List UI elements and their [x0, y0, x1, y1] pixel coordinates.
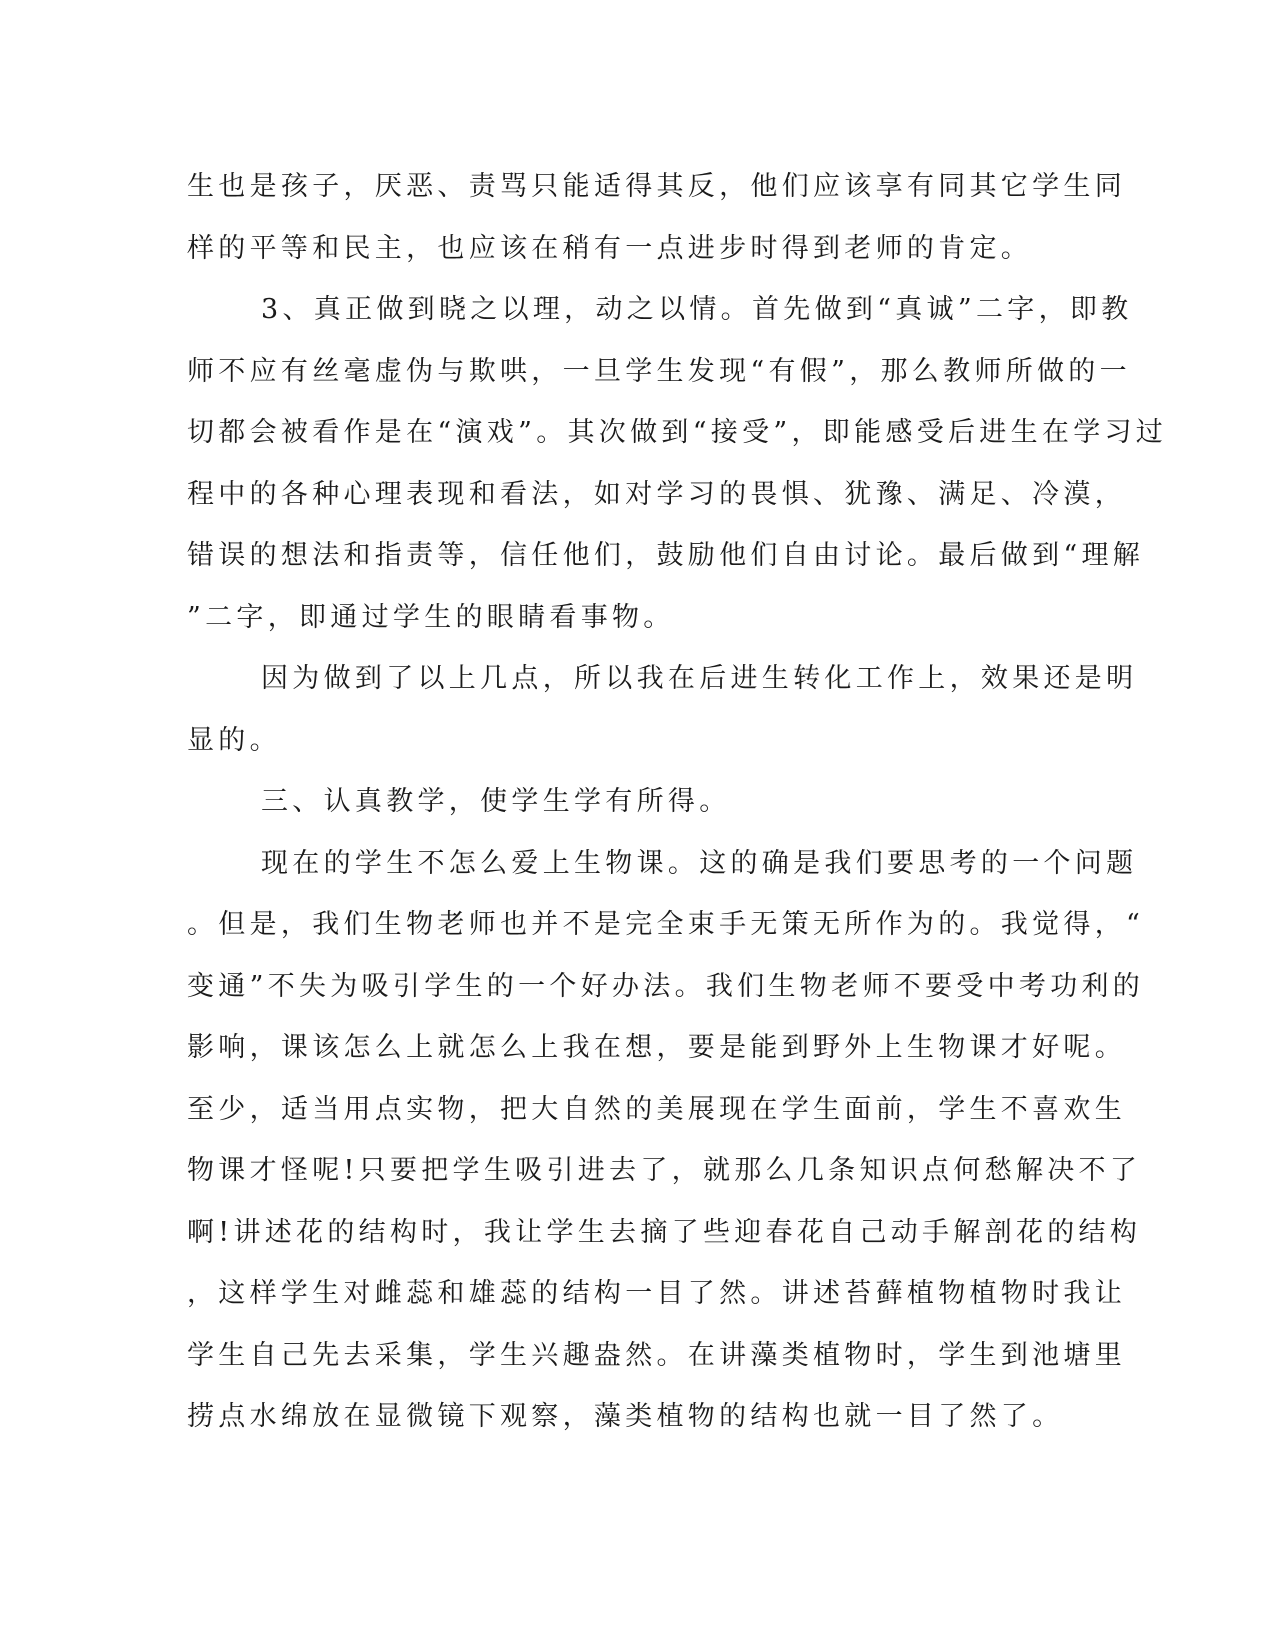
document-body	[187, 156, 1168, 1448]
text-line: 切都会被看作是在“演戏”。其次做到“接受”，即能感受后进生在学习过	[187, 417, 1168, 448]
text-line: 变通”不失为吸引学生的一个好办法。我们生物老师不要受中考功利的	[187, 970, 1145, 1002]
text-line: 学生自己先去采集，学生兴趣盎然。在讲藻类植物时，学生到池塘里	[187, 1339, 1126, 1371]
text-line: 物课才怪呢!只要把学生吸引进去了，就那么几条知识点何愁解决不了	[187, 1155, 1142, 1186]
text-line: 生也是孩子，厌恶、责骂只能适得其反，他们应该享有同其它学生同	[187, 171, 1126, 202]
text-line: 啊!讲述花的结构时，我让学生去摘了些迎春花自己动手解剖花的结构	[187, 1216, 1142, 1248]
text-line: 至少，适当用点实物，把大自然的美展现在学生面前，学生不喜欢生	[187, 1093, 1126, 1125]
text-line: 影响，课该怎么上就怎么上我在想，要是能到野外上生物课才好呢。	[187, 1032, 1126, 1063]
text-line: 现在的学生不怎么爱上生物课。这的确是我们要思考的一个问题	[261, 847, 1138, 879]
text-line: 因为做到了以上几点，所以我在后进生转化工作上，效果还是明	[261, 663, 1138, 694]
text-line: 显的。	[187, 724, 281, 756]
text-line: ，这样学生对雌蕊和雄蕊的结构一目了然。讲述苔藓植物植物时我让	[187, 1278, 1126, 1309]
text-line: 。但是，我们生物老师也并不是完全束手无策无所作为的。我觉得，“	[187, 909, 1145, 940]
text-line: 错误的想法和指责等，信任他们，鼓励他们自由讨论。最后做到“理解	[187, 540, 1145, 571]
text-line: 师不应有丝毫虚伪与欺哄，一旦学生发现“有假”，那么教师所做的一	[187, 355, 1131, 387]
text-line: ”二字，即通过学生的眼睛看事物。	[187, 601, 675, 633]
text-line: 样的平等和民主，也应该在稍有一点进步时得到老师的肯定。	[187, 232, 1033, 264]
text-line: 3、真正做到晓之以理，动之以情。首先做到“真诚”二字，即教	[261, 294, 1133, 325]
text-line: 三、认真教学，使学生学有所得。	[261, 786, 731, 817]
text-line: 捞点水绵放在显微镜下观察，藻类植物的结构也就一目了然了。	[187, 1401, 1064, 1432]
text-line: 程中的各种心理表现和看法，如对学习的畏惧、犹豫、满足、冷漠，	[187, 478, 1126, 510]
